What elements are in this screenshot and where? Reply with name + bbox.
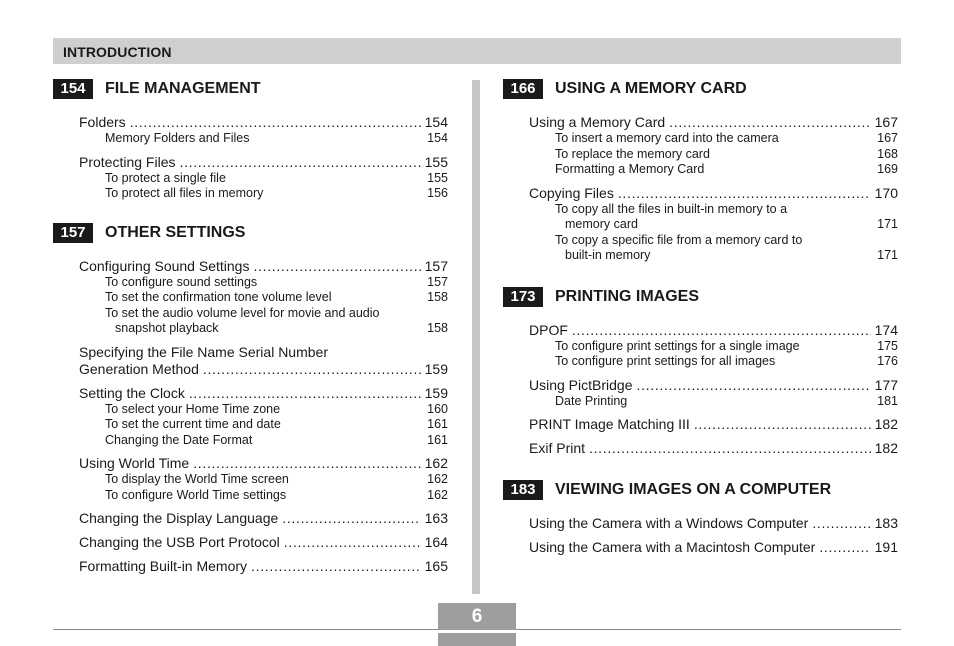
- toc-entry-row: [79, 534, 448, 551]
- page-number-box: [438, 603, 516, 646]
- toc-subentry[interactable]: [79, 171, 448, 187]
- toc-entry[interactable]: [79, 534, 448, 551]
- section-page-badge[interactable]: 173: [503, 287, 543, 307]
- toc-subentry-page: 171: [877, 217, 898, 231]
- toc-entry[interactable]: [79, 558, 448, 575]
- section-heading: [503, 479, 898, 501]
- toc-entry-row: [529, 185, 898, 202]
- page-number-tab: [438, 633, 516, 646]
- toc-entry-row: [529, 377, 898, 394]
- section-header-bar: [53, 38, 901, 64]
- toc-entry-row: [529, 515, 898, 532]
- toc-subentry-page: 161: [427, 417, 448, 431]
- toc-subentry-text: Formatting a Memory Card: [555, 162, 705, 176]
- column-divider: [472, 80, 480, 594]
- toc-entry[interactable]: [79, 385, 448, 449]
- section-title[interactable]: FILE MANAGEMENT: [105, 80, 261, 97]
- toc-entry-page: 182: [874, 440, 898, 456]
- toc-subentry-text: To select your Home Time zone: [105, 401, 281, 416]
- toc-entry-row: [79, 114, 448, 131]
- toc-subentry[interactable]: [79, 402, 448, 418]
- toc-entry-page: 170: [874, 184, 898, 201]
- toc-subentry[interactable]: [79, 306, 448, 322]
- toc-subentry[interactable]: [529, 147, 898, 163]
- toc-section: [53, 78, 448, 202]
- leader-dots: [669, 114, 870, 131]
- leader-dots: [637, 377, 871, 394]
- toc-subentry-text: To set the current time and date: [105, 417, 281, 431]
- toc-entry-row: [79, 258, 448, 275]
- toc-subentry-text: To copy all the files in built-in memory to a: [555, 201, 788, 216]
- section-heading: [503, 78, 898, 100]
- toc-subentry-text: To configure print settings for a single image: [555, 338, 800, 353]
- toc-subentry-text: To configure print settings for all images: [555, 354, 776, 368]
- toc-entry[interactable]: [79, 154, 448, 202]
- section-heading: [53, 222, 448, 244]
- toc-entry-row: [529, 539, 898, 556]
- toc-subentry[interactable]: [529, 131, 898, 147]
- leader-dots: [572, 322, 871, 339]
- toc-entry-page: 167: [874, 114, 898, 130]
- toc-subentry-page: 154: [427, 131, 448, 145]
- toc-subentry-page: 156: [427, 186, 448, 200]
- toc-subentry-text: To insert a memory card into the camera: [555, 131, 779, 145]
- toc-subentry[interactable]: [79, 417, 448, 433]
- toc-subentry-text: To configure sound settings: [105, 274, 258, 289]
- toc-subentry-page: 175: [877, 338, 898, 353]
- toc-entry-page: 162: [424, 455, 448, 471]
- toc-entry-page: 174: [874, 321, 898, 338]
- toc-entry-text: Changing the Display Language: [79, 510, 279, 526]
- toc-entries: [529, 114, 898, 264]
- leader-dots: [284, 534, 421, 551]
- toc-subentry-page: 168: [877, 146, 898, 161]
- section-title[interactable]: PRINTING IMAGES: [555, 287, 700, 305]
- toc-entry-page: 164: [424, 534, 448, 550]
- toc-entry-text: Using a Memory Card: [529, 114, 666, 130]
- toc-subentry[interactable]: [79, 290, 448, 306]
- toc-subentry-text: built-in memory: [565, 248, 651, 262]
- toc-entry-page: 163: [424, 510, 448, 526]
- toc-subentry-text: To set the confirmation tone volume level: [105, 290, 332, 304]
- toc-subentry-page: 161: [427, 432, 448, 447]
- toc-subentry[interactable]: [79, 321, 448, 337]
- leader-dots: [589, 440, 871, 457]
- right-column: [503, 78, 898, 563]
- toc-entry[interactable]: [529, 322, 898, 370]
- toc-subentry[interactable]: [529, 162, 898, 178]
- toc-subentry[interactable]: [529, 233, 898, 249]
- toc-subentry[interactable]: [79, 186, 448, 202]
- toc-subentry-page: 181: [877, 393, 898, 408]
- toc-entry[interactable]: [529, 185, 898, 264]
- toc-entry-text: Formatting Built-in Memory: [79, 558, 248, 574]
- toc-subentry-page: 176: [877, 354, 898, 368]
- toc-subentry-page: 157: [427, 274, 448, 289]
- toc-subentry-text: To replace the memory card: [555, 146, 710, 161]
- toc-section: [503, 78, 898, 264]
- section-page-badge[interactable]: 157: [53, 223, 93, 243]
- toc-entry-row: [529, 114, 898, 131]
- toc-subentry-page: 171: [877, 248, 898, 262]
- toc-entry-page: 159: [424, 360, 448, 377]
- toc-entry-text: Setting the Clock: [79, 384, 185, 401]
- toc-entry-page: 154: [424, 114, 448, 130]
- toc-entry-text: Generation Method: [79, 360, 199, 377]
- leader-dots: [179, 154, 420, 171]
- toc-entry[interactable]: [79, 510, 448, 527]
- toc-entry-row: [79, 361, 448, 378]
- toc-entry[interactable]: [79, 258, 448, 337]
- toc-subentry-page: 169: [877, 162, 898, 176]
- toc-subentry[interactable]: [79, 275, 448, 291]
- toc-entry-text: Changing the USB Port Protocol: [79, 534, 280, 550]
- leader-dots: [618, 185, 871, 202]
- toc-entry-text: PRINT Image Matching III: [529, 416, 690, 432]
- section-title[interactable]: OTHER SETTINGS: [105, 223, 246, 241]
- toc-subentry-text: memory card: [565, 217, 638, 231]
- toc-entry-text: DPOF: [529, 321, 568, 338]
- toc-subentry[interactable]: [529, 354, 898, 370]
- toc-entry[interactable]: [529, 114, 898, 178]
- toc-entry-row: [79, 154, 448, 171]
- toc-subentry-text: Changing the Date Format: [105, 432, 253, 447]
- toc-subentry-text: To protect all files in memory: [105, 186, 264, 200]
- toc-entry-text: Using the Camera with a Macintosh Computer: [529, 539, 816, 555]
- toc-subentry-text: To protect a single file: [105, 170, 226, 185]
- leader-dots: [193, 455, 420, 472]
- toc-entry-row: [529, 322, 898, 339]
- toc-subentry-page: 162: [427, 472, 448, 486]
- toc-entry[interactable]: [529, 377, 898, 410]
- toc-entry-page: 182: [874, 416, 898, 432]
- toc-entry-text-line: Specifying the File Name Serial Number: [79, 343, 328, 360]
- toc-section: [503, 479, 898, 556]
- toc-subentry-text: Date Printing: [555, 393, 628, 408]
- section-page-badge[interactable]: 166: [503, 79, 543, 99]
- toc-subentry[interactable]: [79, 472, 448, 488]
- toc-section: [53, 222, 448, 576]
- toc-entry[interactable]: [529, 515, 898, 532]
- toc-subentry-text: To configure World Time settings: [105, 487, 287, 502]
- leader-dots: [203, 361, 421, 378]
- toc-entries: [529, 515, 898, 556]
- toc-subentry-text: To copy a specific file from a memory card to: [555, 232, 803, 247]
- toc-subentry[interactable]: [79, 488, 448, 504]
- toc-entry-page: 177: [874, 376, 898, 393]
- toc-subentry-text: To set the audio volume level for movie and audio: [105, 305, 380, 320]
- section-page-badge[interactable]: 183: [503, 480, 543, 500]
- toc-entry-page: 183: [874, 515, 898, 531]
- leader-dots: [130, 114, 421, 131]
- toc-entry-row: [529, 440, 898, 457]
- toc-entry-row: [79, 558, 448, 575]
- toc-entry-text: Exif Print: [529, 440, 586, 456]
- leader-dots: [812, 515, 870, 532]
- toc-entries: [79, 114, 448, 202]
- leader-dots: [189, 385, 421, 402]
- toc-subentry-page: 162: [427, 487, 448, 502]
- toc-entry-page: 159: [424, 384, 448, 401]
- toc-subentry-page: 160: [427, 401, 448, 416]
- toc-entry[interactable]: [529, 416, 898, 433]
- section-title[interactable]: USING A MEMORY CARD: [555, 80, 747, 97]
- toc-entry-text: Using PictBridge: [529, 376, 633, 393]
- toc-entry[interactable]: [79, 114, 448, 147]
- toc-subentry[interactable]: [79, 433, 448, 449]
- section-heading: [53, 78, 448, 100]
- toc-entry-row: [529, 416, 898, 433]
- toc-entry[interactable]: [529, 539, 898, 556]
- toc-subentry-page: 158: [427, 290, 448, 304]
- toc-entry-row: [79, 510, 448, 527]
- toc-subentry-text: To display the World Time screen: [105, 472, 289, 486]
- toc-entry-text: Copying Files: [529, 184, 614, 201]
- toc-entries: [79, 258, 448, 576]
- toc-subentry-page: 158: [427, 321, 448, 335]
- toc-entry-text: Folders: [79, 114, 126, 130]
- leader-dots: [253, 258, 420, 275]
- toc-subentry-page: 155: [427, 170, 448, 185]
- toc-subentry[interactable]: [529, 202, 898, 218]
- toc-entry-page: 191: [874, 539, 898, 555]
- page-number: 6: [438, 603, 516, 630]
- leader-dots: [694, 416, 871, 433]
- toc-subentry-text: Memory Folders and Files: [105, 131, 250, 145]
- toc-entry[interactable]: [79, 455, 448, 503]
- toc-entry-text: Configuring Sound Settings: [79, 257, 250, 274]
- section-page-badge[interactable]: 154: [53, 79, 93, 99]
- left-column: [53, 78, 448, 582]
- toc-subentry[interactable]: [529, 217, 898, 233]
- toc-subentry-text: snapshot playback: [115, 321, 219, 335]
- leader-dots: [251, 558, 421, 575]
- toc-subentry[interactable]: [529, 394, 898, 410]
- toc-subentry-page: 167: [877, 131, 898, 145]
- leader-dots: [819, 539, 870, 556]
- leader-dots: [282, 510, 420, 527]
- toc-entry-page: 165: [424, 558, 448, 574]
- toc-entry-page: 155: [424, 153, 448, 170]
- toc-section: [503, 286, 898, 458]
- section-heading: [503, 286, 898, 308]
- toc-subentry[interactable]: [529, 339, 898, 355]
- toc-entry-text: Protecting Files: [79, 153, 176, 170]
- toc-entry[interactable]: [79, 344, 448, 378]
- toc-entry-page: 157: [424, 257, 448, 274]
- toc-entry-text: Using the Camera with a Windows Computer: [529, 515, 809, 531]
- toc-subentry[interactable]: [79, 131, 448, 147]
- toc-entry-text: Using World Time: [79, 455, 190, 471]
- toc-subentry[interactable]: [529, 248, 898, 264]
- section-title[interactable]: VIEWING IMAGES ON A COMPUTER: [555, 481, 832, 498]
- toc-entry-row: [79, 385, 448, 402]
- toc-entry-row: [79, 455, 448, 472]
- toc-entries: [529, 322, 898, 458]
- toc-entry[interactable]: [529, 440, 898, 457]
- section-header-title: INTRODUCTION: [63, 44, 172, 60]
